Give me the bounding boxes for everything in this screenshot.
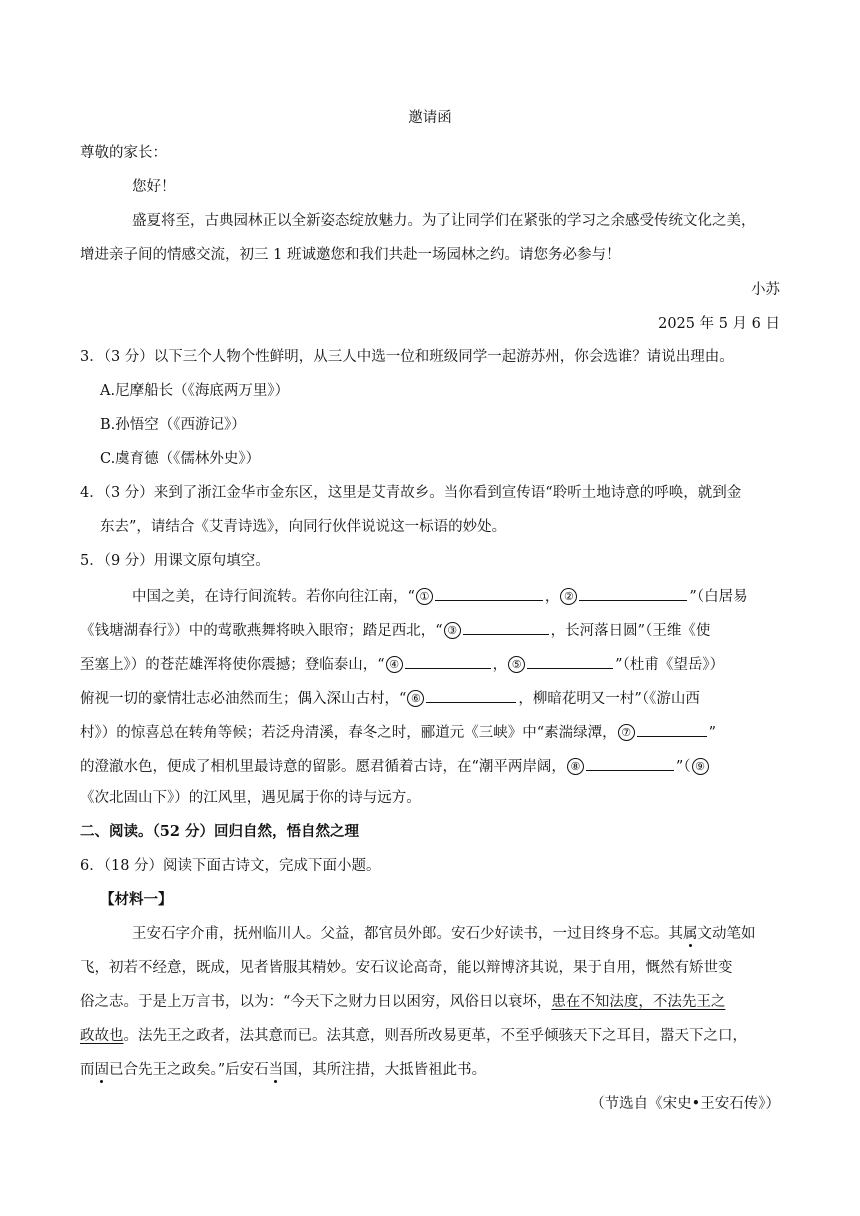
answer-blank-3[interactable] (463, 618, 549, 635)
question-5-stem: 5．（9 分）用课文原句填空。 (80, 553, 270, 569)
letter-date: 2025 年 5 月 6 日 (658, 316, 780, 332)
question-5-passage-line: 的澄澈水色，便成了相机里最诗意的留影。愿君循着古诗，在“潮平两岸阔， ⑧ ”（ ⑨ (80, 754, 709, 777)
blank-marker-6: ⑥ (407, 690, 424, 707)
question-3-option-a: A.尼摩船长（《海底两万里》） (100, 383, 290, 399)
blank-marker-1: ① (416, 588, 433, 605)
material-1-line: 政故也。法先王之政者，法其意而已。法其意，则吾所改易更革，不至乎倾骇天下之耳目，嚣天下之口， (80, 1028, 747, 1044)
answer-blank-6[interactable] (426, 686, 516, 703)
answer-blank-4[interactable] (405, 652, 491, 669)
question-5-passage-line: 中国之美，在诗行间流转。若你向往江南，“ ① ， ② ”（白居易 (132, 584, 748, 607)
question-6-stem: 6．（18 分）阅读下面古诗文，完成下面小题。 (80, 858, 381, 874)
material-1-source: （节选自《宋史•王安石传》） (590, 1096, 780, 1112)
question-5-passage-line: 至塞上》）的苍茫雄浑将使你震撼；登临泰山，“ ④ ， ⑤ ”（杜甫《望岳》） (80, 652, 724, 675)
blank-marker-9: ⑨ (692, 758, 709, 775)
section-2-heading: 二、阅读。（52 分）回归自然，悟自然之理 (80, 823, 359, 840)
blank-marker-3: ③ (444, 622, 461, 639)
question-3-option-c: C.虞育德（《儒林外史》） (100, 451, 261, 467)
question-5-passage-line: 村》）的惊喜总在转角等候；若泛舟清溪，春冬之时，郦道元《三峡》中“素湍绿潭， ⑦ ” (80, 720, 716, 743)
answer-blank-1[interactable] (435, 584, 543, 601)
letter-salutation: 尊敬的家长： (80, 145, 167, 161)
blank-marker-8: ⑧ (567, 758, 584, 775)
letter-title: 邀请函 (408, 110, 452, 126)
answer-blank-8[interactable] (586, 754, 674, 771)
material-1-line: 王安石字介甫，抚州临川人。父益，都官员外郎。安石少好读书，一过目终身不忘。其属文动笔如 (132, 926, 756, 942)
blank-marker-7: ⑦ (618, 724, 635, 741)
blank-marker-5: ⑤ (508, 656, 525, 673)
answer-blank-7[interactable] (637, 720, 707, 737)
underlined-sentence: 患在不知法度，不法先王之 (551, 994, 726, 1010)
material-1-line: 俗之志。于是上万言书，以为：“今天下之财力日以困穷，风俗日以衰坏，患在不知法度，不法先王之 (80, 994, 726, 1010)
answer-blank-2[interactable] (579, 584, 687, 601)
question-4-line: 4．（3 分）来到了浙江金华市金东区，这里是艾青故乡。当你看到宣传语“聆听土地诗意的呼唤，就到金 (80, 485, 742, 501)
material-1-line: 而固已合先王之政矣。”后安石当国，其所注措，大抵皆祖此书。 (80, 1062, 487, 1078)
letter-greeting: 您好！ (132, 179, 176, 195)
letter-body-line: 增进亲子间的情感交流，初三 1 班诚邀您和我们共赴一场园林之约。请您务必参与！ (80, 247, 621, 263)
underlined-sentence: 政故也 (80, 1028, 124, 1044)
emphasis-dot-char: 属 (683, 926, 698, 942)
question-5-passage-line: 《次北固山下》）的江风里，遇见属于你的诗与远方。 (80, 790, 421, 806)
question-5-passage-line: 《钱塘湖春行》）中的莺歌燕舞将映入眼帘；踏足西北，“ ③ ，长河落日圆”（王维《使 (80, 618, 710, 641)
answer-blank-5[interactable] (527, 652, 613, 669)
emphasis-dot-char: 当 (268, 1062, 284, 1078)
blank-marker-4: ④ (386, 656, 403, 673)
question-3-option-b: B.孙悟空（《西游记》） (100, 417, 246, 433)
emphasis-dot-char: 固 (94, 1062, 109, 1078)
question-5-passage-line: 俯视一切的豪情壮志必油然而生；偶入深山古村，“ ⑥ ，柳暗花明又一村”（《游山西 (80, 686, 700, 709)
blank-marker-2: ② (560, 588, 577, 605)
letter-signature: 小苏 (751, 282, 780, 298)
material-1-line: 飞，初若不经意，既成，见者皆服其精妙。安石议论高奇，能以辩博济其说，果于自用，慨然有矫世变 (80, 960, 733, 976)
material-1-label: 【材料一】 (100, 891, 173, 908)
question-3-stem: 3．（3 分）以下三个人物个性鲜明，从三人中选一位和班级同学一起游苏州，你会选谁？请说出理由。 (80, 349, 734, 365)
letter-body-line: 盛夏将至，古典园林正以全新姿态绽放魅力。为了让同学们在紧张的学习之余感受传统文化之美， (132, 213, 756, 229)
question-4-line: 东去”，请结合《艾青诗选》，向同行伙伴说说这一标语的妙处。 (100, 519, 507, 535)
